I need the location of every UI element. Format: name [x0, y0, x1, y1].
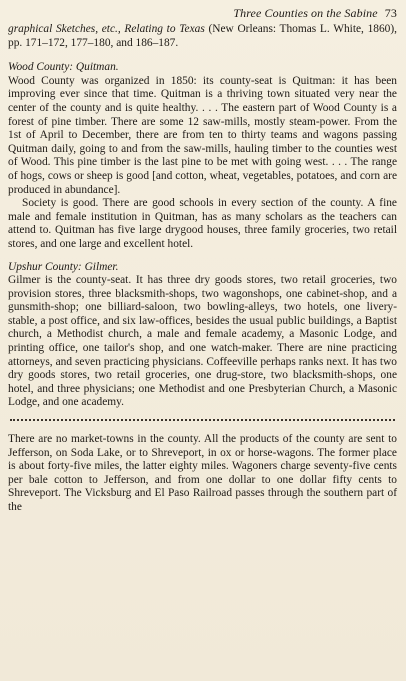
page-number: 73 — [384, 6, 397, 20]
paragraph-wood-2: Society is good. There are good schools in every section of the county. A fine male and female institution in Quitman, has as many scholars as the teachers can attend to. Quitman has five large drygood houses, three family groceries, two retail stores, and one large and excellent hotel. — [8, 197, 397, 250]
section-heading-wood-county: Wood County: Quitman. — [8, 61, 119, 74]
paragraph-wood-1: Wood County was organized in 1850: its county-seat is Quitman: it has been improving ever since that time. Quitman is a thriving town situated very near the center of the county and is quite healthy. . . . The eastern part of Wood County is a forest of pine timber. There are some 12 saw-mills, mostly steam-power. From the 1st of April to December, there are from ten to thirty teams and wagons passing Quitman daily, going to and from the saw-mills, hauling timber to the counties west of Wood. This pine timber is the last pine to be met with going west. . . . The range of hogs, cows or sheep is good [and cotton, wheat, vegetables, potatoes, and corn are produced in abundance]. — [8, 74, 397, 196]
section-heading-upshur-county: Upshur County: Gilmer. — [8, 260, 119, 273]
citation-continuation — [8, 23, 397, 50]
section-gap — [8, 252, 397, 261]
running-title: Three Counties on the Sabine — [233, 6, 378, 20]
dotted-divider — [10, 419, 395, 423]
paragraph-upshur-1: Gilmer is the county-seat. It has three dry goods stores, two retail groceries, two provision stores, three blacksmith-shops, two wagonshops, one cabinet-shop, and a gunsmith-shop; one billiard-saloon, two bowling-alleys, two hotels, one livery-stable, a post office, and six law-offices, besides the usual public buildings, a Baptist church, a Methodist church, a male and female academy, a Masonic Lodge, and printing office, one tailor's shop, and one watch-maker. There are nine practicing attorneys, and seven practicing physicians. Coffeeville perhaps ranks next. It has two dry goods stores, two retail groceries, one drug-store, two blacksmith-shops, one hotel, and three physicians; one Methodist and one Presbyterian Church, a Masonic Lodge, and one academy. — [8, 274, 397, 409]
paragraph-market-towns: There are no market-towns in the county. All the products of the county are sent to Jefferson, on Soda Lake, or to Shreveport, in ox or horse-wagons. The former place is about forty-five miles, the latter eighty miles. Wagoners charge seventy-five cents per bale cotton to Jefferson, and from one dollar to one dollar fifty cents to Shreveport. The Vicksburg and El Paso Railroad passes through the southern part of the — [8, 433, 397, 513]
citation-title: graphical Sketches, etc., Relating to Texas — [8, 23, 205, 35]
citation-details: (New Orleans: Thomas L. White, 1860), pp. 171–172, 177–180, and 186–187. — [8, 23, 397, 49]
running-header — [8, 6, 397, 23]
